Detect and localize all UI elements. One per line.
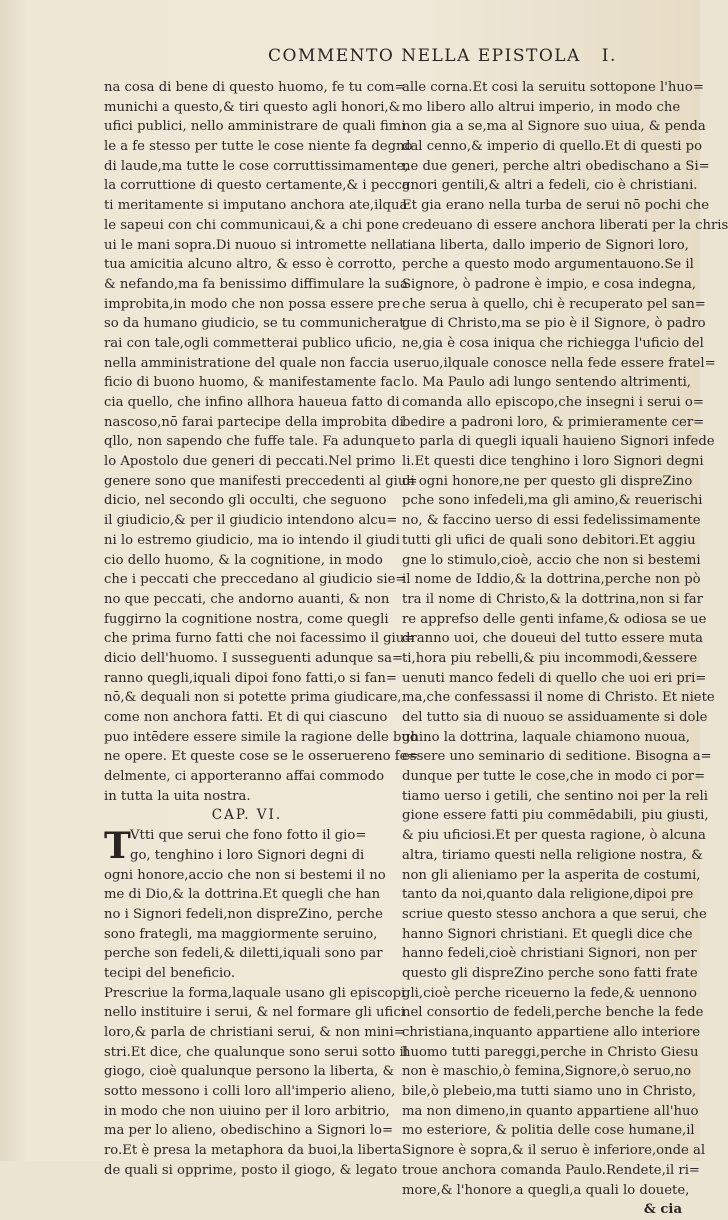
text-line: ufici publici, nello amministrare de quali fimi — [104, 119, 406, 135]
text-line: gne lo stimulo,cioè, accio che non si bestemi — [402, 552, 701, 568]
text-line: Signore è sopra,& il seruo è inferiore,onde al — [402, 1143, 706, 1159]
text-line: ne due generi, perche altri obedischano a Si= — [402, 158, 710, 174]
text-line: credeuano di essere anchora liberati per la chris — [402, 217, 728, 233]
text-line: Signore, ò padrone è impio, e cosa indegna, — [402, 276, 697, 292]
text-line: di ogni honore,ne per questo gli dispreZino — [402, 473, 693, 489]
text-line: ma per lo alieno, obedischino a Signori lo= — [104, 1123, 394, 1139]
text-line: in modo che non uiuino per il loro arbitrio, — [104, 1103, 390, 1119]
text-line: comanda allo episcopo,che insegni i serui o= — [402, 395, 704, 410]
running-title: COMMENTO NELLA EPISTOLA — [268, 46, 581, 66]
text-line: cio dello huomo, & la cognitione, in modo — [104, 552, 383, 568]
text-line: Vtti que serui che fono fotto il gio= — [130, 828, 367, 844]
drop-cap: T — [104, 825, 131, 868]
text-line: ogni honore,accio che non si bestemi il no — [104, 867, 386, 883]
right-column — [402, 78, 728, 1218]
text-line: go, tenghino i loro Signori degni di — [130, 847, 365, 863]
text-line: tiamo uerso i getili, che sentino noi per la reli — [402, 788, 708, 804]
commentary-text-block — [104, 984, 408, 1181]
text-line: tanto da noi,quanto dala religione,dipoi pre — [402, 887, 694, 903]
text-line: uenuti manco fedeli di quello che uoi eri pri= — [402, 670, 707, 686]
text-line: fuggirno la cognitione nostra, come quegli — [104, 611, 389, 627]
text-line: ma non dimeno,in quanto appartiene all'huo — [402, 1103, 699, 1119]
text-line: ni lo estremo giudicio, ma io intendo il giudi — [104, 532, 400, 548]
text-line: dal cenno,& imperio di quello.Et di questi po — [402, 139, 703, 155]
text-line: nel consortio de fedeli,perche benche la fede — [402, 1005, 704, 1021]
text-line: Et gia erano nella turba de serui nō pochi che — [402, 198, 710, 214]
text-line: ranno quegli,iquali dipoi fono fatti,o si fan= — [104, 670, 397, 686]
text-line: nello instituire i serui, & nel formare gli ufici — [104, 1005, 405, 1021]
text-line: le a fe stesso per tutte le cose niente fa degno — [104, 139, 413, 155]
text-line: troue anchora comanda Paulo.Rendete,il ri= — [402, 1162, 700, 1178]
text-line: nella amministratione del quale non faccia u — [104, 355, 402, 371]
text-line: lo Apostolo due generi di peccati.Nel primo — [104, 454, 396, 470]
text-line: ti,hora piu rebelli,& piu incommodi,&essere — [402, 650, 698, 666]
text-line: dunque per tutte le cose,che in modo ci por= — [402, 769, 706, 785]
text-line: tecipi del beneficio. — [104, 965, 236, 981]
text-line: de quali si opprime, posto il giogo, & legato — [104, 1162, 398, 1178]
left-column — [104, 78, 419, 1178]
text-line: me di Dio,& la dottrina.Et quegli che han — [104, 887, 381, 903]
text-line: che i peccati che preccedano al giudicio sie= — [104, 572, 407, 588]
text-line: gue di Christo,ma se pio è il Signore, ò padro — [402, 316, 706, 332]
text-line: gnori gentili,& altri a fedeli, cio è christiani. — [402, 178, 698, 194]
text-line: in tutta la uita nostra. — [104, 788, 251, 804]
text-line: seruo,ilquale conosce nella fede essere fratel= — [402, 355, 716, 371]
text-line: munichi a questo,& tiri questo agli honori,& — [104, 99, 401, 115]
text-line: tra il nome di Christo,& la dottrina,non si far — [402, 591, 703, 607]
text-line: loro,& parla de christiani serui, & non mini= — [104, 1025, 405, 1040]
text-line: essere uno seminario di seditione. Bisogna a= — [402, 749, 712, 765]
text-line: come non anchora fatti. Et di qui ciascuno — [104, 710, 388, 725]
text-line: il nome de Iddio,& la dottrina,perche non pò — [402, 572, 701, 588]
text-line: nō,& dequali non si potette prima giudicare, — [104, 690, 402, 706]
text-line: lo. Ma Paulo adi lungo sentendo altrimenti, — [402, 375, 691, 391]
text-line: no que peccati, che andorno auanti, & non — [104, 591, 390, 607]
text-line: non gia a se,ma al Signore suo uiua, & penda — [402, 119, 706, 135]
running-head — [268, 46, 688, 66]
text-line: bile,ò plebeio,ma tutti siamo uno in Christo, — [402, 1084, 697, 1100]
text-line: che prima furno fatti che noi facessimo il giu= — [104, 631, 416, 647]
text-line: hanno Signori christiani. Et quegli dice che — [402, 926, 693, 942]
text-line: qllo, non sapendo che fuffe tale. Fa adunque — [104, 434, 401, 450]
text-line: dicio, nel secondo gli occulti, che seguono — [104, 493, 387, 509]
text-line: hanno fedeli,cioè christiani Signori, non per — [402, 946, 697, 962]
text-line: dicio dell'huomo. I susseguenti adunque sa= — [104, 650, 404, 666]
text-line: so da humano giudicio, se tu communicherat — [104, 316, 405, 332]
text-line: genere sono que manifesti preccedenti al giu= — [104, 473, 418, 489]
text-line: mo libero allo altrui imperio, in modo che — [402, 99, 681, 115]
text-line: il giudicio,& per il giudicio intendono alcu= — [104, 513, 398, 529]
text-line: ro.Et è presa la metaphora da buoi,la liberta — [104, 1143, 402, 1159]
text-line: Prescriue la forma,laquale usano gli episcopi — [104, 985, 406, 1001]
text-line: to parla di quegli iquali hauieno Signori infede — [402, 434, 715, 450]
text-line: di laude,ma tutte le cose corruttissimamente, — [104, 158, 409, 174]
text-line: mo esteriore, & politia delle cose humane,il — [402, 1123, 695, 1139]
text-line: tiana liberta, dallo imperio de Signori loro, — [402, 237, 689, 253]
text-line: li.Et questi dice tenghino i loro Signori degni — [402, 454, 704, 470]
text-line: dranno uoi, che doueui del tutto essere muta — [402, 631, 704, 647]
text-line: perche a questo modo argumentauono.Se il — [402, 257, 694, 273]
chapter-opening — [104, 826, 390, 984]
text-line: na cosa di bene di questo huomo, fe tu com= — [104, 80, 406, 95]
text-line: ne,gia è cosa iniqua che richiegga l'uficio del — [402, 335, 704, 351]
text-line: huomo tutti pareggi,perche in Christo Giesu — [402, 1044, 699, 1060]
text-line: non è maschio,ò femina,Signore,ò seruo,no — [402, 1064, 692, 1080]
text-line: ghino la dottrina, laquale chiamono nuoua, — [402, 729, 690, 745]
text-line: christiana,inquanto appartiene allo interiore — [402, 1025, 701, 1040]
text-line: cia quello, che infino allhora haueua fatto di — [104, 395, 400, 410]
folio-number: I. — [601, 46, 617, 66]
text-line: re apprefso delle genti infame,& odiosa se ue — [402, 611, 707, 627]
right-text-block — [402, 78, 728, 1200]
text-line: ne opere. Et queste cose se le osseruereno fe= — [104, 749, 419, 765]
text-line: sono frategli, ma maggiormente seruino, — [104, 926, 378, 942]
text-line: sotto messono i colli loro all'imperio alieno, — [104, 1084, 396, 1100]
text-line: & nefando,ma fa benissimo diffimulare la sua — [104, 276, 408, 292]
text-line: gli,cioè perche riceuerno la fede,& uennono — [402, 985, 697, 1001]
text-line: tutti gli ufici de quali sono debitori.Et aggiu — [402, 532, 696, 548]
text-line: scriue questo stesso anchora a que serui, che — [402, 906, 707, 922]
text-line: no i Signori fedeli,non dispreZino, perche — [104, 906, 383, 922]
text-line: del tutto sia di nuouo se assiduamente si dole — [402, 710, 708, 725]
text-line: more,& l'honore a quegli,a quali lo douete, — [402, 1182, 690, 1198]
catchword: & cia — [643, 1202, 682, 1218]
text-line: puo intēdere essere simile la ragione delle buo — [104, 729, 418, 745]
text-line: ma,che confessassi il nome di Christo. Et niete — [402, 690, 715, 706]
text-line: ti meritamente si imputano anchora ate,ilqua — [104, 198, 408, 214]
text-line: stri.Et dice, che qualunque sono serui sotto il — [104, 1044, 408, 1060]
text-line: alle corna.Et cosi la seruitu sottopone l'huo= — [402, 80, 704, 95]
text-line: delmente, ci apporteranno affai commodo — [104, 769, 385, 785]
text-line: questo gli dispreZino perche sono fatti frate — [402, 965, 698, 981]
scripture-text-block — [104, 826, 390, 984]
text-line: pche sono infedeli,ma gli amino,& reuerischi — [402, 493, 703, 509]
text-line: ui le mani sopra.Di nuouo si intromette nella — [104, 237, 404, 253]
text-line: giogo, cioè qualunque persono la liberta, & — [104, 1064, 395, 1080]
chapter-heading: CAP. VI. — [211, 807, 283, 824]
text-line: la corruttione di questo certamente,& i pecca — [104, 178, 410, 194]
text-line: che serua à quello, chi è recuperato pel san= — [402, 296, 706, 312]
text-line: gione essere fatti piu commēdabili, piu giusti, — [402, 808, 709, 824]
text-line: non gli alieniamo per la asperita de costumi, — [402, 867, 701, 883]
text-line: no, & faccino uerso di essi fedelissimamente — [402, 513, 701, 529]
text-line: bedire a padroni loro, & primieramente cer= — [402, 414, 705, 430]
left-text-block — [104, 78, 419, 806]
text-line: le sapeui con chi communicaui,& a chi pone — [104, 217, 399, 233]
text-line: improbita,in modo che non possa essere pre — [104, 296, 401, 312]
text-line: altra, tiriamo questi nella religione nostra, & — [402, 847, 703, 863]
text-line: nascoso,nō farai partecipe della improbita di — [104, 414, 404, 430]
text-line: perche son fedeli,& diletti,iquali sono par — [104, 946, 383, 962]
text-line: ficio di buono huomo, & manifestamente fac — [104, 375, 401, 391]
text-line: & piu uficiosi.Et per questa ragione, ò alcuna — [402, 828, 706, 844]
text-line: tua amicitia alcuno altro, & esso è corrotto, — [104, 257, 397, 273]
text-line: rai con tale,ogli commetterai publico uficio, — [104, 335, 397, 351]
